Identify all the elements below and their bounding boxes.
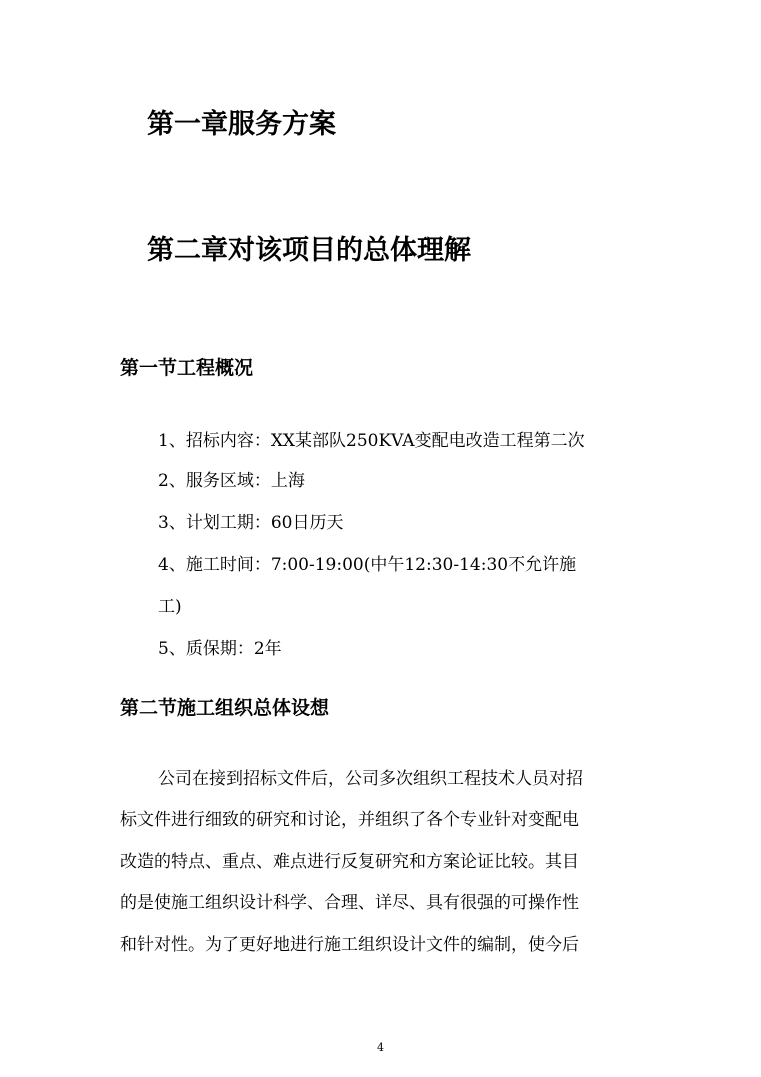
page-number: 4 [377, 1041, 384, 1054]
paragraph-line: 改造的特点、重点、难点进行反复研究和方案论证比较。其目 [120, 852, 579, 872]
item-work-hours: 4、施工时间：7:00-19:00(中午12:30-14:30不允许施 [158, 555, 577, 575]
paragraph-line: 的是使施工组织设计科学、合理、详尽、具有很强的可操作性 [120, 893, 579, 913]
paragraph-line: 公司在接到招标文件后，公司多次组织工程技术人员对招 [158, 769, 583, 789]
item-service-area: 2、服务区域：上海 [158, 471, 305, 491]
paragraph-line: 和针对性。为了更好地进行施工组织设计文件的编制，使今后 [120, 935, 579, 955]
paragraph-line: 标文件进行细致的研究和讨论，并组织了各个专业针对变配电 [120, 810, 579, 830]
item-tender-content: 1、招标内容：XX某部队250KVA变配电改造工程第二次 [158, 431, 585, 451]
chapter-1-heading: 第一章服务方案 [147, 109, 336, 140]
item-planned-duration: 3、计划工期：60日历天 [158, 513, 344, 533]
section-1-heading: 第一节工程概况 [120, 357, 254, 379]
section-2-heading: 第二节施工组织总体设想 [120, 697, 330, 719]
item-work-hours-continued: 工) [158, 597, 182, 617]
item-warranty: 5、质保期：2年 [158, 639, 282, 659]
chapter-2-heading: 第二章对该项目的总体理解 [147, 235, 471, 266]
